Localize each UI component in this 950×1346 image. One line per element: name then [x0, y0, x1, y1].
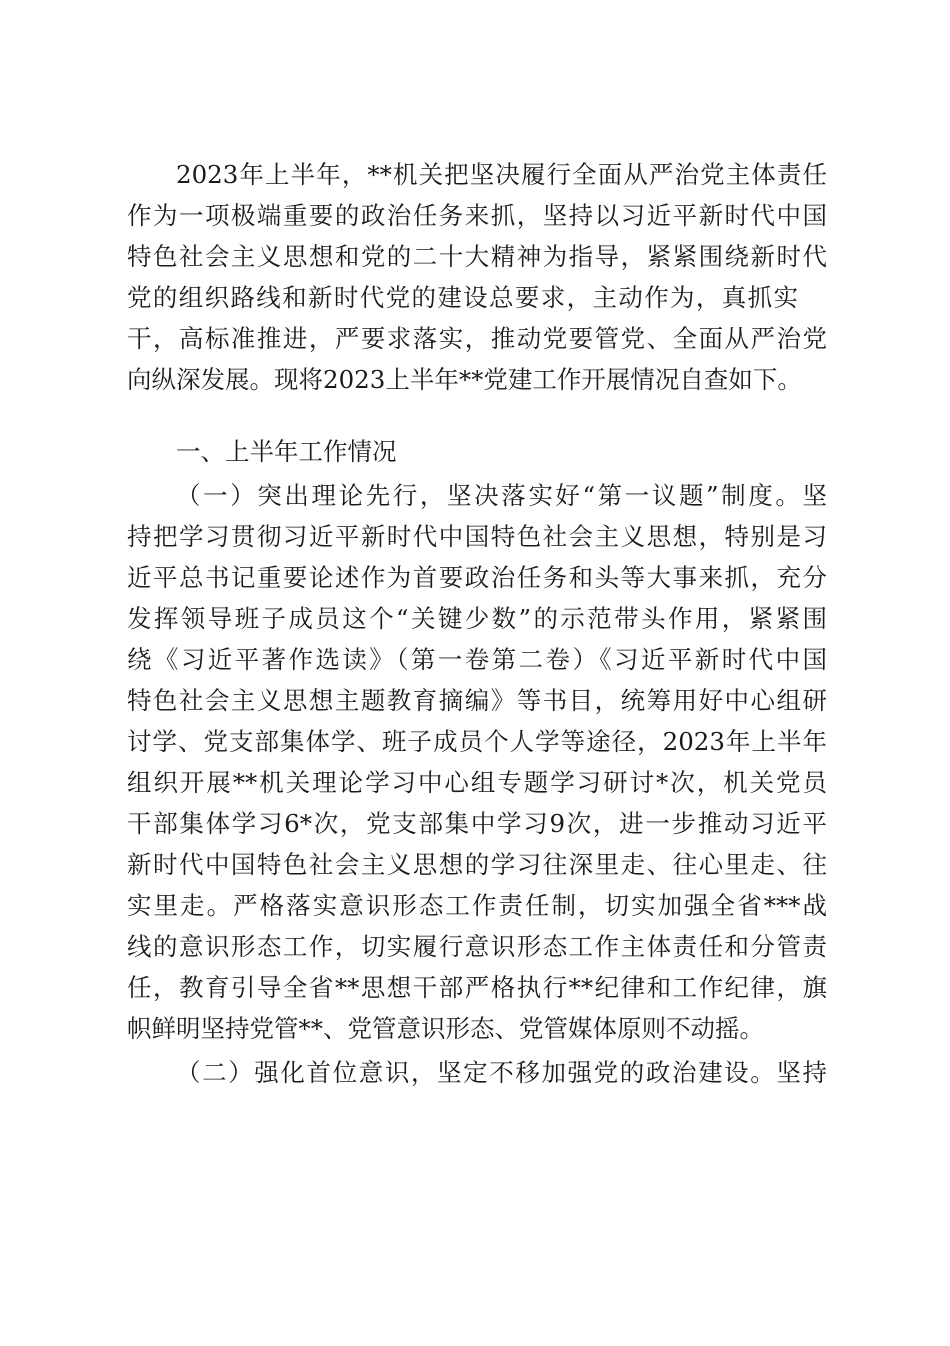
- paragraph-2-line-6: 特色社会主义思想主题教育摘编》等书目，统筹用好中心组研: [127, 686, 827, 715]
- paragraph-2-line-11: 实里走。严格落实意识形态工作责任制，切实加强全省***战: [127, 891, 827, 920]
- paragraph-2-line-8: 组织开展**机关理论学习中心组专题学习研讨*次，机关党员: [127, 768, 827, 797]
- paragraph-1-line-6: 向纵深发展。现将2023上半年**党建工作开展情况自查如下。: [127, 365, 802, 394]
- paragraph-2-line-3: 近平总书记重要论述作为首要政治任务和头等大事来抓，充分: [127, 563, 827, 592]
- paragraph-1-line-2: 作为一项极端重要的政治任务来抓，坚持以习近平新时代中国: [127, 201, 827, 230]
- paragraph-1-line-3: 特色社会主义思想和党的二十大精神为指导，紧紧围绕新时代: [127, 242, 827, 271]
- paragraph-2-line-1: （一）突出理论先行，坚决落实好“第一议题”制度。坚: [176, 481, 827, 510]
- paragraph-1-line-4: 党的组织路线和新时代党的建设总要求，主动作为，真抓实: [127, 283, 798, 312]
- paragraph-1-line-1: 2023年上半年，**机关把坚决履行全面从严治党主体责任: [176, 160, 827, 189]
- paragraph-3-line-1: （二）强化首位意识，坚定不移加强党的政治建设。坚持: [176, 1058, 827, 1087]
- paragraph-2-line-5: 绕《习近平著作选读》（第一卷第二卷）《习近平新时代中国: [127, 645, 827, 674]
- paragraph-2-line-7: 讨学、党支部集体学、班子成员个人学等途径，2023年上半年: [127, 727, 827, 756]
- paragraph-2-line-14: 帜鲜明坚持党管**、党管意识形态、党管媒体原则不动摇。: [127, 1014, 764, 1043]
- paragraph-2-line-2: 持把学习贯彻习近平新时代中国特色社会主义思想，特别是习: [127, 522, 827, 551]
- paragraph-2-line-9: 干部集体学习6*次，党支部集中学习9次，进一步推动习近平: [127, 809, 827, 838]
- paragraph-1-line-5: 干，高标准推进，严要求落实，推动党要管党、全面从严治党: [127, 324, 827, 353]
- paragraph-2-line-10: 新时代中国特色社会主义思想的学习往深里走、往心里走、往: [127, 850, 827, 879]
- paragraph-2-line-4: 发挥领导班子成员这个“关键少数”的示范带头作用，紧紧围: [127, 604, 827, 633]
- section-heading: 一、上半年工作情况: [176, 437, 397, 466]
- paragraph-2-line-13: 任，教育引导全省**思想干部严格执行**纪律和工作纪律，旗: [127, 973, 827, 1002]
- paragraph-2-line-12: 线的意识形态工作，切实履行意识形态工作主体责任和分管责: [127, 932, 827, 961]
